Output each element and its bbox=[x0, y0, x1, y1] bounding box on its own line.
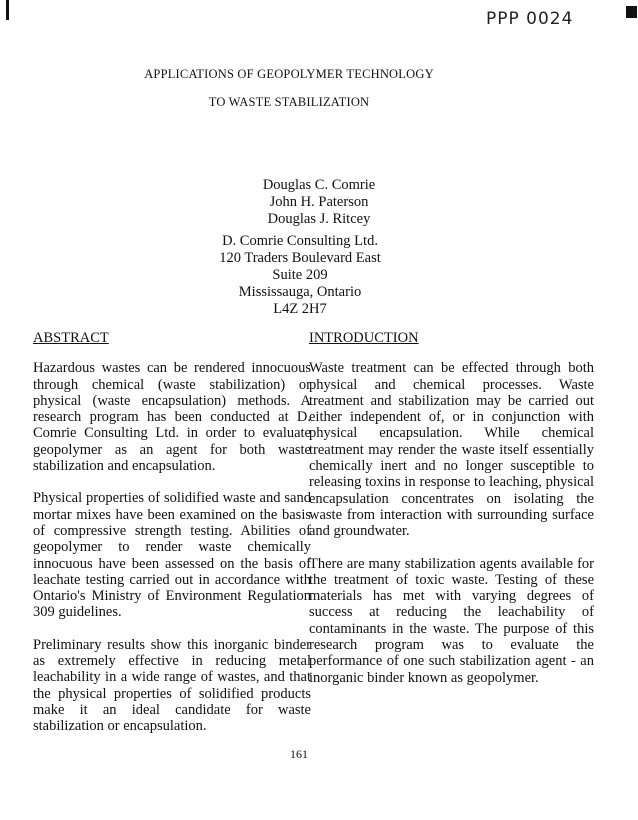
address-line: L4Z 2H7 bbox=[273, 301, 327, 317]
address-line: Mississauga, Ontario bbox=[238, 284, 362, 300]
address-line: Suite 209 bbox=[272, 267, 328, 283]
abstract-paragraph: Physical properties of solidified waste and sand mortar mixes have been examined on the basis of compressive strength testing. Abilities of geopolymer to render waste chemically innocuous have been assessed on the basis of leachate testing carried out in accordance with Ontario's Ministry of Environment Regulation 309 guidelines. bbox=[33, 490, 311, 621]
introduction-section bbox=[309, 330, 594, 702]
author-name: Douglas J. Ritcey bbox=[267, 211, 371, 227]
scan-edge-mark bbox=[6, 0, 9, 20]
introduction-paragraph: There are many stabilization agents available for the treatment of toxic waste. Testing of these materials has met with varying degrees of success at reducing the leachability of contaminants in the waste. The purpose of this research program was to evaluate the performance of one such stabilization agent - an inorganic binder known as geopolymer. bbox=[309, 555, 594, 686]
page-number: 161 bbox=[290, 747, 308, 761]
abstract-heading: ABSTRACT bbox=[33, 330, 109, 346]
document-stamp: PPP 0024 bbox=[486, 9, 574, 29]
author-list bbox=[0, 177, 638, 228]
address-line: D. Comrie Consulting Ltd. bbox=[222, 233, 378, 249]
author-name: John H. Paterson bbox=[269, 194, 369, 210]
abstract-paragraph: Hazardous wastes can be rendered innocuous through chemical (waste stabilization) or physical (waste encapsulation) methods. A research program has been conducted at D. Comrie Consulting Ltd. in order to evaluate geopolymer as an agent for both waste stabilization and encapsulation. bbox=[33, 360, 311, 475]
affiliation-address bbox=[0, 233, 600, 318]
introduction-paragraph: Waste treatment can be effected through both physical and chemical processes. Waste treatment and stabilization may be carried out either independent of, or in conjunction with physical encapsulation. While chemical treatment may render the waste itself essentially chemically inert and no longer susceptible to releasing toxins in response to leaching, physical encapsulation concentrates on isolating the waste from interaction with surrounding surface and groundwater. bbox=[309, 360, 594, 540]
address-line: 120 Traders Boulevard East bbox=[219, 250, 381, 266]
abstract-section bbox=[33, 330, 311, 751]
author-name: Douglas C. Comrie bbox=[262, 177, 376, 193]
paper-title-line-1: APPLICATIONS OF GEOPOLYMER TECHNOLOGY bbox=[144, 67, 434, 81]
abstract-paragraph: Preliminary results show this inorganic binder as extremely effective in reducing metal leachability in a wide range of wastes, and that the physical properties of solidified products make it an ideal candidate for waste stabilization or encapsulation. bbox=[33, 636, 311, 735]
introduction-heading: INTRODUCTION bbox=[309, 330, 419, 346]
paper-title-line-2: TO WASTE STABILIZATION bbox=[208, 95, 370, 109]
scan-corner-mark bbox=[626, 6, 637, 18]
